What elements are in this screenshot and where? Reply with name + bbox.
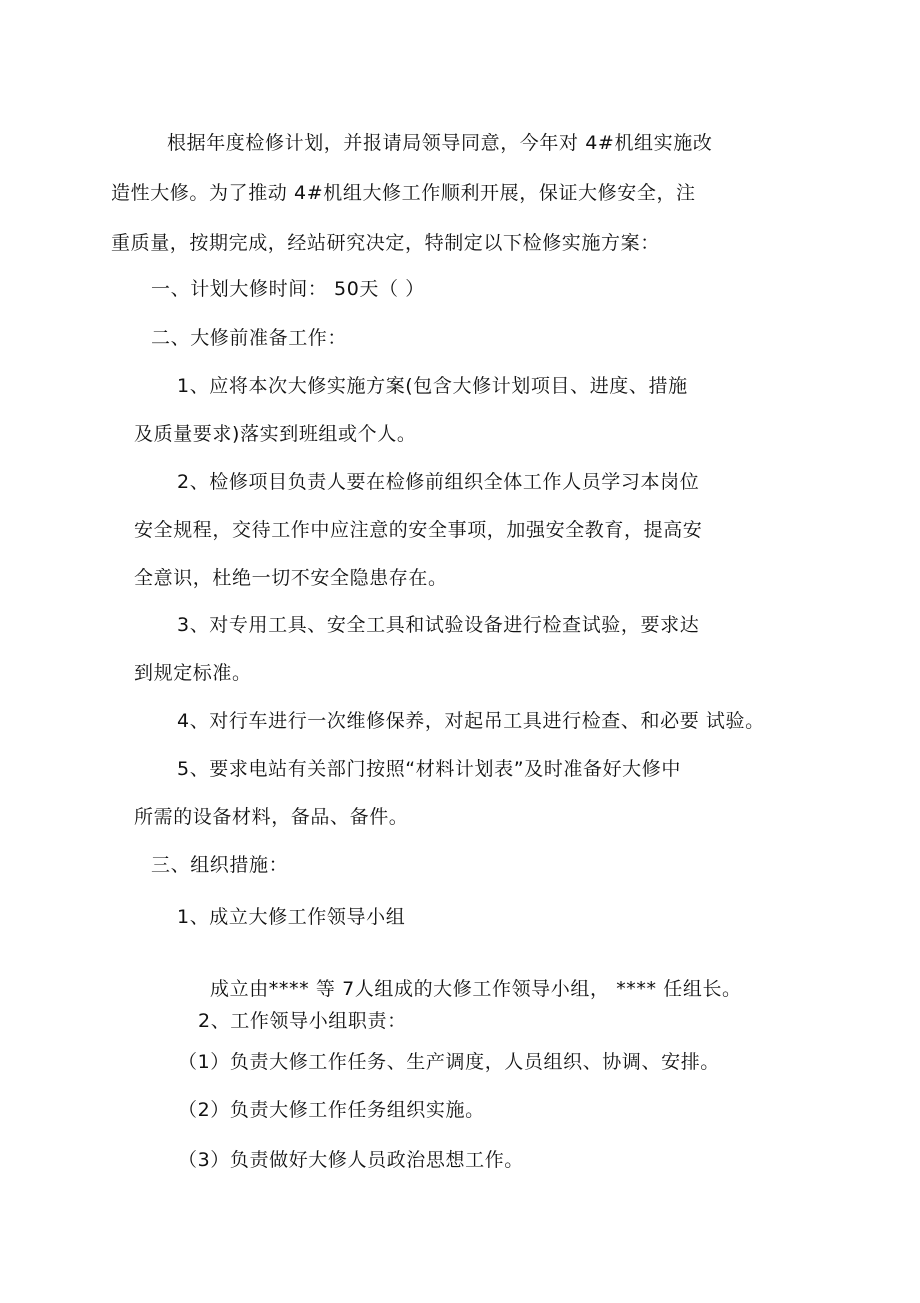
- item-3-line-2: 到规定标准。: [134, 662, 252, 684]
- duty-1: （1）负责大修工作任务、生产调度，人员组织、协调、安排。: [178, 1051, 720, 1073]
- duty-2: （2）负责大修工作任务组织实施。: [178, 1099, 485, 1121]
- subsection-2-heading: 2、工作领导小组职责：: [198, 1010, 407, 1032]
- item-2-line-3: 全意识，杜绝一切不安全隐患存在。: [134, 567, 448, 589]
- section-1-plan-time: 一、计划大修时间： 50天（ ）: [151, 278, 425, 300]
- duty-3: （3）负责做好大修人员政治思想工作。: [178, 1149, 524, 1171]
- subsection-1-text: 成立由**** 等 7人组成的大修工作领导小组， **** 任组长。: [210, 978, 742, 1000]
- item-2-line-1: 2、检修项目负责人要在检修前组织全体工作人员学习本岗位: [177, 471, 700, 493]
- intro-line-3: 重质量，按期完成，经站研究决定，特制定以下检修实施方案：: [111, 232, 660, 254]
- section-2-heading: 二、大修前准备工作：: [151, 327, 348, 349]
- item-4-line-1: 4、对行车进行一次维修保养，对起吊工具进行检查、和必要 试验。: [177, 710, 765, 732]
- item-1-line-1: 1、应将本次大修实施方案(包含大修计划项目、进度、措施: [177, 375, 688, 397]
- intro-line-2: 造性大修。为了推动 4#机组大修工作顺利开展，保证大修安全，注: [111, 182, 696, 204]
- intro-line-1: 根据年度检修计划，并报请局领导同意，今年对 4#机组实施改: [167, 132, 713, 154]
- item-5-line-1: 5、要求电站有关部门按照“材料计划表”及时准备好大修中: [177, 758, 681, 780]
- section-3-heading: 三、组织措施：: [151, 854, 289, 876]
- item-5-line-2: 所需的设备材料，备品、备件。: [134, 806, 409, 828]
- item-1-line-2: 及质量要求)落实到班组或个人。: [134, 423, 417, 445]
- subsection-1-heading: 1、成立大修工作领导小组: [177, 906, 406, 928]
- item-3-line-1: 3、对专用工具、安全工具和试验设备进行检查试验，要求达: [177, 614, 700, 636]
- item-2-line-2: 安全规程，交待工作中应注意的安全事项，加强安全教育，提高安: [134, 519, 703, 541]
